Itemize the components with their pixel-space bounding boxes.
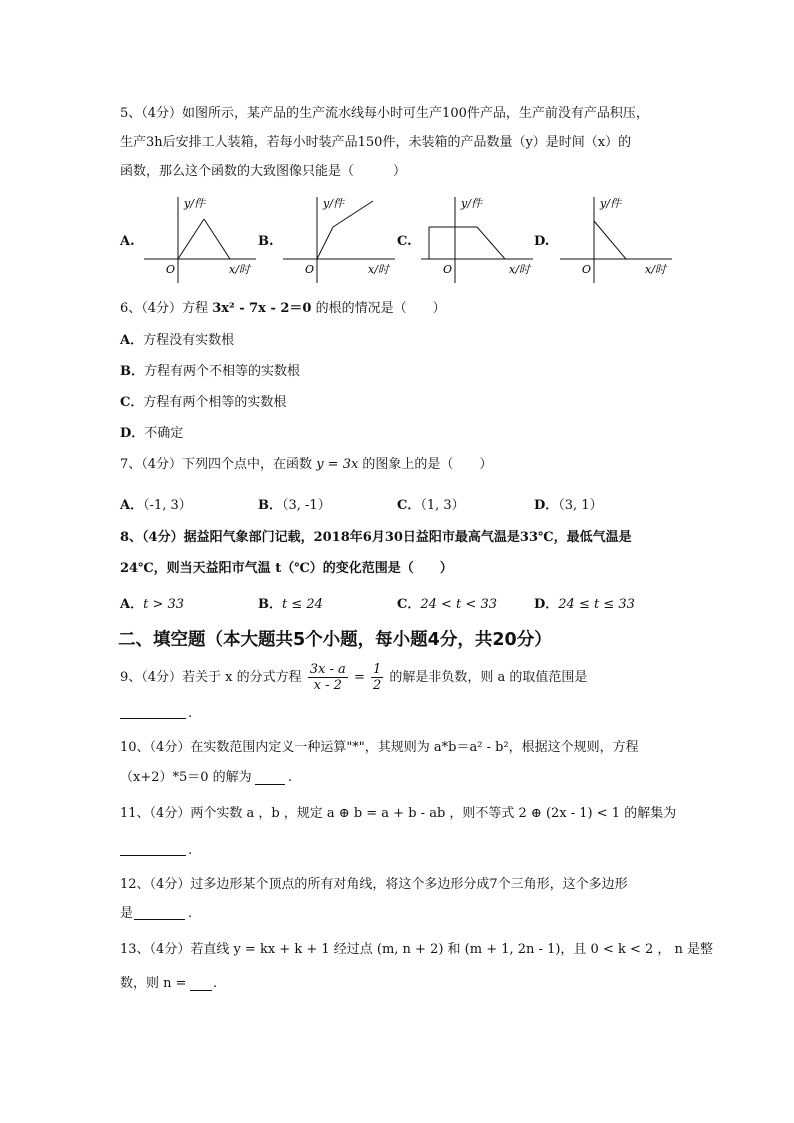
q7-option-c-label: C． (397, 498, 421, 513)
q6-equation: 3x² - 7x - 2＝0 (212, 301, 312, 316)
q6-option-d (120, 426, 183, 442)
q11-answer-blank[interactable] (120, 855, 186, 856)
q8-line2: 24℃，则当天益阳市气温 t（℃）的变化范围是（ ） (120, 561, 453, 576)
q9-period: . (188, 706, 193, 721)
q9-fraction-2-numerator: 1 (372, 662, 382, 677)
q7-option-c-text: （1, 3） (420, 498, 465, 513)
q7-option-b-text: （3, -1） (282, 498, 331, 513)
q12-line1: 12、（4分）过多边形某个顶点的所有对角线，将这个多边形分成7个三角形，这个多边形 (120, 877, 628, 892)
q6-option-c (120, 395, 286, 411)
q5-line2: 生产3h后安排工人装箱，若每小时装产品150件，未装箱的产品数量（y）是时间（x）的 (120, 135, 632, 150)
q9-fraction-2 (371, 662, 383, 693)
q8-option-a-label: A． (120, 597, 144, 612)
section-2-title: 二、填空题（本大题共5个小题，每小题4分，共20分） (118, 630, 552, 650)
q7-option-b-label: B． (258, 498, 282, 513)
q9-prefix: 9、（4分）若关于 x 的分式方程 (120, 670, 302, 685)
q9-stem (120, 661, 587, 697)
q8-option-c (397, 593, 497, 612)
q9-equals: = (353, 670, 365, 685)
q7-option-d-label: D． (534, 498, 559, 513)
q5-d-origin: O (582, 263, 592, 276)
q8-option-c-label: C． (397, 597, 421, 612)
q7-option-d-text: （3, 1） (558, 498, 603, 513)
q10-line1: 10、（4分）在实数范围内定义一种运算"*"，其规则为 a*b＝a² - b²，根据这个规则，方程 (120, 740, 639, 755)
q7-option-a-text: （-1, 3） (143, 498, 192, 513)
q5-graph-c (415, 193, 539, 286)
q5-option-a-label: A. (120, 234, 135, 249)
q8-option-b-text: t ≤ 24 (282, 597, 323, 612)
q5-line3: 函数，那么这个函数的大致图像只能是（ ） (120, 164, 407, 179)
q5-c-origin: O (443, 263, 453, 276)
q8-option-a (120, 593, 184, 612)
q7-stem (120, 457, 492, 473)
q8-option-b-label: B． (258, 597, 282, 612)
q8-line1: 8、（4分）据益阳气象部门记载，2018年6月30日益阳市最高气温是33℃，最低气温是 (120, 530, 632, 545)
q12-period: . (188, 906, 193, 921)
q5-d-y-label: y/件 (600, 197, 621, 210)
q13-period: . (213, 976, 218, 991)
q10-period: . (288, 770, 293, 785)
q9-fraction-1-numerator: 3x - a (309, 662, 346, 677)
q6-option-b-label: B． (120, 364, 144, 379)
q8-option-b (258, 593, 323, 612)
q5-b-x-label: x/时 (368, 263, 389, 276)
q13-answer-blank[interactable] (190, 990, 212, 991)
q5-graph-b (277, 193, 401, 286)
q8-option-a-text: t > 33 (143, 597, 185, 612)
q9-answer-blank[interactable] (120, 718, 186, 719)
q7-function: y = 3x (316, 457, 359, 472)
q5-graph-a (138, 193, 262, 286)
q7-option-a-label: A． (120, 498, 144, 513)
q5-option-b-label: B. (258, 234, 274, 249)
q11-period: . (188, 843, 193, 858)
q5-c-y-label: y/件 (461, 197, 482, 210)
q8-option-d-label: D． (534, 597, 559, 612)
q6-option-c-text: 方程有两个相等的实数根 (143, 395, 287, 410)
q6-option-b-text: 方程有两个不相等的实数根 (144, 364, 301, 379)
q5-option-c-label: C. (397, 234, 412, 249)
q5-a-x-label: x/时 (229, 263, 250, 276)
q9-suffix: 的解是非负数，则 a 的取值范围是 (389, 670, 588, 685)
q7-option-b (258, 494, 331, 513)
q6-option-c-label: C． (120, 395, 144, 410)
q9-fraction-2-denominator: 2 (372, 678, 382, 693)
q9-fraction-1-denominator: x - 2 (313, 678, 342, 693)
q5-a-y-label: y/件 (184, 197, 205, 210)
q6-option-a-label: A． (120, 333, 144, 348)
q12-answer-blank[interactable] (134, 919, 185, 920)
q6-stem (120, 301, 446, 317)
q7-option-a (120, 494, 192, 513)
q7-option-d (534, 494, 603, 513)
q8-option-d (534, 593, 635, 612)
q7-option-c (397, 494, 465, 513)
q5-d-x-label: x/时 (645, 263, 666, 276)
q5-option-d-label: D. (534, 234, 550, 249)
q5-b-y-label: y/件 (323, 197, 344, 210)
q5-graph-d (554, 193, 678, 286)
q6-option-d-text: 不确定 (144, 426, 184, 441)
q6-option-a (120, 333, 234, 349)
q6-option-a-text: 方程没有实数根 (143, 333, 235, 348)
q6-stem-suffix: 的根的情况是（ ） (311, 301, 446, 316)
q13-line2: 数，则 n = (120, 976, 187, 991)
q12-line2: 是 (120, 906, 134, 921)
q5-line1: 5、（4分）如图所示，某产品的生产流水线每小时可生产100件产品，生产前没有产品积压， (120, 106, 649, 121)
q9-fraction-1 (308, 662, 348, 693)
q10-line2: （x+2）*5＝0 的解为 (120, 770, 252, 785)
q11-line1: 11、（4分）两个实数 a ，b ，规定 a ⊕ b = a + b - ab ，则不等式 2 ⊕ (2x - 1) < 1 的解集为 (120, 806, 677, 821)
q6-option-b (120, 364, 300, 380)
q6-option-d-label: D． (120, 426, 145, 441)
q8-option-d-text: 24 ≤ t ≤ 33 (558, 597, 635, 612)
q5-c-x-label: x/时 (509, 263, 530, 276)
q6-stem-prefix: 6、（4分）方程 (120, 301, 213, 316)
q10-answer-blank[interactable] (255, 784, 285, 785)
q7-stem-suffix: 的图象上的是（ ） (358, 457, 493, 472)
q5-a-origin: O (166, 263, 176, 276)
q13-line1: 13、（4分）若直线 y = kx + k + 1 经过点 (m, n + 2) 和 (m + 1, 2n - 1)，且 0 < k < 2 ， n 是整 (120, 942, 714, 957)
q5-b-origin: O (305, 263, 315, 276)
q7-stem-prefix: 7、（4分）下列四个点中，在函数 (120, 457, 317, 472)
q8-option-c-text: 24 < t < 33 (420, 597, 497, 612)
